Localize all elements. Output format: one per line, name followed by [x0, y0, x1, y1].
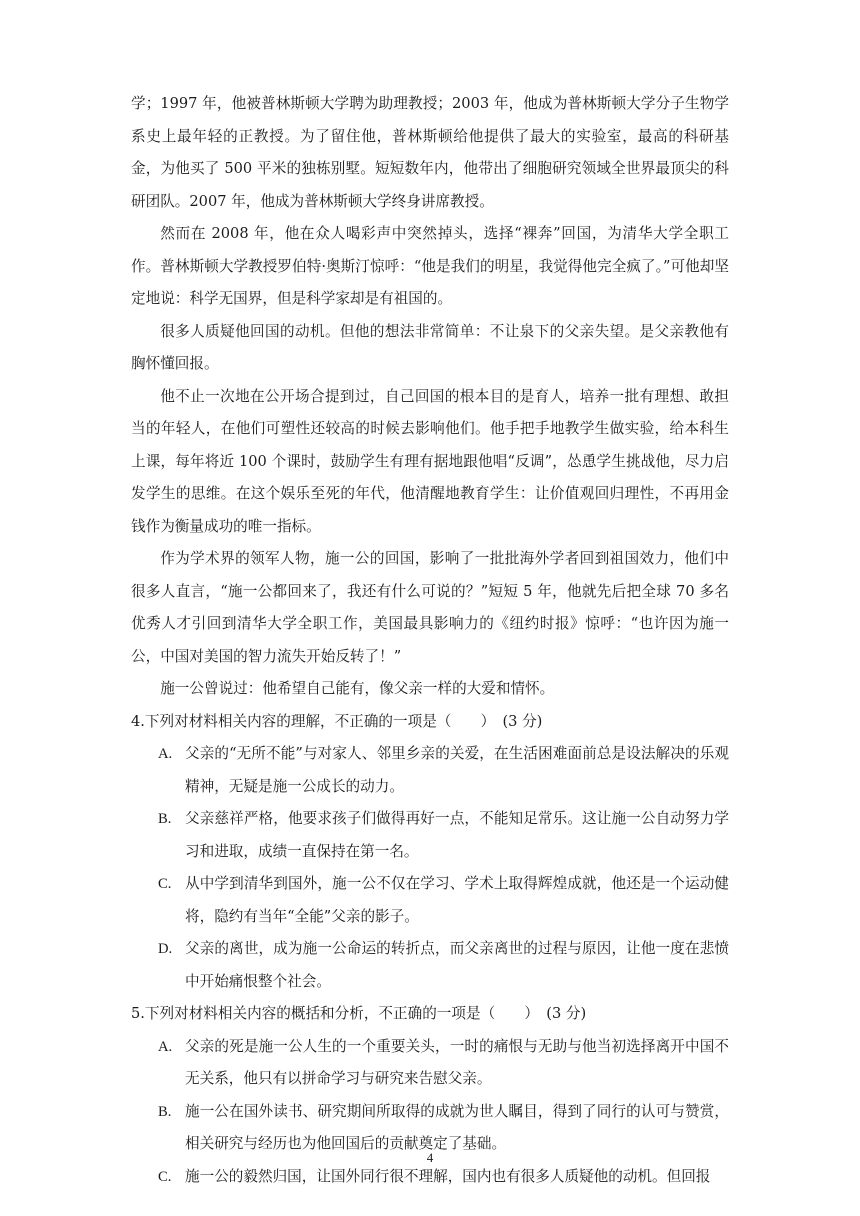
- option-text: 父亲的离世，成为施一公命运的转折点，而父亲离世的过程与原因，让他一度在悲愤中开始痛恨整个社会。: [185, 940, 729, 990]
- paragraph-1: 学；1997 年，他被普林斯顿大学聘为助理教授；2003 年，他成为普林斯顿大学分子生物学系史上最年轻的正教授。为了留住他，普林斯顿给他提供了最大的实验室，最高的科研基金，为他买了 500 平米的独栋别墅。短短数年内，他带出了细胞研究领域全世界最顶尖的科研团队。2007 年，他成为普林斯顿大学终身讲席教授。: [131, 95, 729, 210]
- option-text: 父亲慈祥严格，他要求孩子们做得再好一点，不能知足常乐。这让施一公自动努力学习和进取，成绩一直保持在第一名。: [185, 810, 729, 860]
- option-letter: B.: [158, 1103, 172, 1120]
- paragraph-3: 很多人质疑他回国的动机。但他的想法非常简单：不让泉下的父亲失望。是父亲教他有胸怀懂回报。: [131, 322, 729, 372]
- option-letter: B.: [158, 811, 172, 827]
- option-letter: A.: [158, 746, 173, 762]
- option-letter: A.: [158, 1038, 173, 1055]
- option-text: 施一公在国外读书、研究期间所取得的成就为世人瞩目，得到了同行的认可与赞赏，相关研究与经历也为他回国后的贡献奠定了基础。: [185, 1102, 729, 1152]
- option-letter: C.: [158, 876, 172, 892]
- page-body: [131, 88, 729, 1193]
- option-text: 从中学到清华到国外，施一公不仅在学习、学术上取得辉煌成就，他还是一个运动健将，隐约有当年“全能”父亲的影子。: [185, 875, 729, 925]
- question-4-option-c: [131, 868, 729, 933]
- paragraph-4: 他不止一次地在公开场合提到过，自己回国的根本目的是育人，培养一批有理想、敢担当的年轻人，在他们可塑性还较高的时候去影响他们。他手把手地教学生做实验，给本科生上课，每年将近 100 个课时，鼓励学生有理有据地跟他唱“反调”，怂恿学生挑战他，尽力启发学生的思维。在这个娱乐至死的年代，他清醒地教育学生：让价值观回归理性，不再用金钱作为衡量成功的唯一指标。: [131, 387, 729, 535]
- question-5-option-a: [131, 1031, 729, 1096]
- question-4-option-a: [131, 738, 729, 803]
- option-text: 父亲的死是施一公人生的一个重要关头，一时的痛恨与无助与他当初选择离开中国不无关系，他只有以拼命学习与研究来告慰父亲。: [185, 1037, 729, 1087]
- question-4-option-b: [131, 803, 729, 868]
- paragraph-6: 施一公曾说过：他希望自己能有，像父亲一样的大爱和情怀。: [160, 680, 555, 697]
- option-letter: C.: [158, 1168, 172, 1185]
- paragraph-2: 然而在 2008 年，他在众人喝彩声中突然掉头，选择“裸奔”回国，为清华大学全职工作。普林斯顿大学教授罗伯特·奥斯汀惊呼：“他是我们的明星，我觉得他完全疯了。”可他却坚定地说：科学无国界，但是科学家却是有祖国的。: [131, 225, 729, 307]
- option-letter: D.: [158, 941, 173, 957]
- question-5-stem: 5.下列对材料相关内容的概括和分析，不正确的一项是（ ） (3 分): [131, 1005, 587, 1022]
- option-text: 施一公的毅然归国，让国外同行很不理解，国内也有很多人质疑他的动机。但回报: [185, 1167, 711, 1185]
- page-number: 4: [426, 1150, 434, 1165]
- question-4-option-d: [131, 933, 729, 998]
- question-4-stem: 4.下列对材料相关内容的理解，不正确的一项是（ ） (3 分): [131, 712, 543, 730]
- option-text: 父亲的“无所不能”与对家人、邻里乡亲的关爱，在生活困难面前总是设法解决的乐观精神，无疑是施一公成长的动力。: [185, 745, 729, 795]
- paragraph-5: 作为学术界的领军人物，施一公的回国，影响了一批批海外学者回到祖国效力，他们中很多人直言，“施一公都回来了，我还有什么可说的？”短短 5 年，他就先后把全球 70 多名优秀人才引回到清华大学全职工作，美国最具影响力的《纽约时报》惊呼：“也许因为施一公，中国对美国的智力流失开始反转了！”: [131, 550, 729, 665]
